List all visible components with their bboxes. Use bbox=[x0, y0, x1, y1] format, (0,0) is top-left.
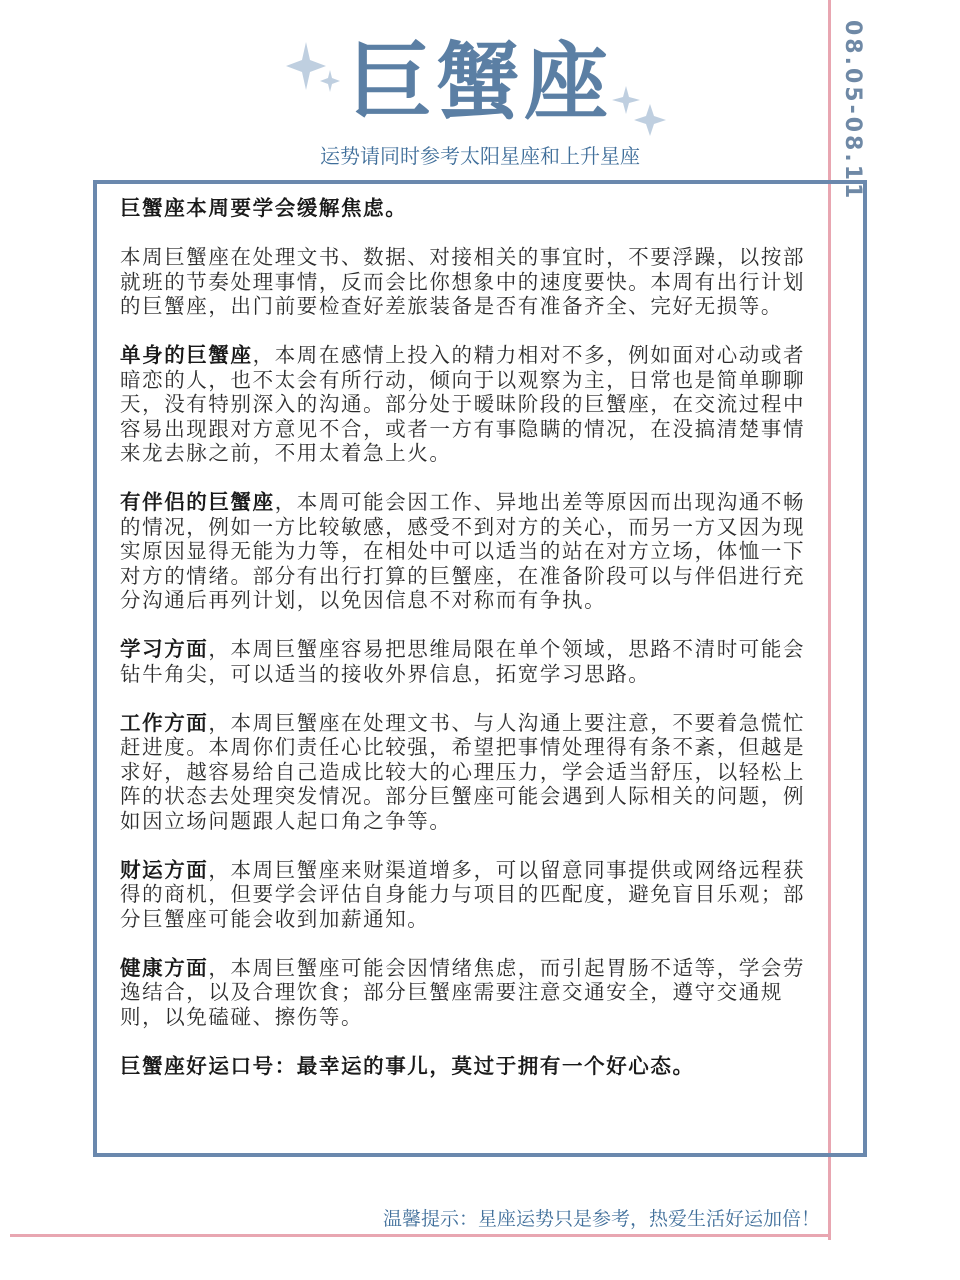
section-work: 工作方面，本周巨蟹座在处理文书、与人沟通上要注意，不要着急慌忙赶进度。本周你们责任心比较强，希望把事情处理得有条不紊，但越是求好，越容易给自己造成比较大的心理压力，学会适当舒压，以轻松上阵的状态去处理突发情况。部分巨蟹座可能会遇到人际相关的问题，例如因立场问题跟人起口角之争等。 bbox=[120, 710, 806, 833]
section-health: 健康方面，本周巨蟹座可能会因情绪焦虑，而引起胃肠不适等，学会劳逸结合，以及合理饮食；部分巨蟹座需要注意交通安全，遵守交通规则，以免磕碰、擦伤等。 bbox=[120, 955, 806, 1029]
section-label: 财运方面 bbox=[120, 857, 209, 882]
headline: 巨蟹座本周要学会缓解焦虑。 bbox=[120, 196, 408, 220]
section-label: 学习方面 bbox=[120, 637, 209, 661]
section-partnered: 有伴侣的巨蟹座，本周可能会因工作、异地出差等原因而出现沟通不畅的情况，例如一方比较敏感，感受不到对方的关心，而另一方又因为现实原因显得无能为力等，在相处中可以适当的站在对方立场，体恤一下对方的情绪。部分有出行打算的巨蟹座，在准备阶段可以与伴侣进行充分沟通后再列计划，以免因信息不对称而有争执。 bbox=[120, 490, 806, 612]
section-study: 学习方面，本周巨蟹座容易把思维局限在单个领域，思路不清时可能会钻牛角尖，可以适当的接收外界信息，拓宽学习思路。 bbox=[120, 637, 806, 686]
slogan: 巨蟹座好运口号：最幸运的事儿，莫过于拥有一个好心态。 bbox=[120, 1053, 695, 1078]
section-label: 工作方面 bbox=[120, 710, 209, 735]
date-range: 08.05-08.11 bbox=[840, 20, 865, 202]
pink-horizontal-line bbox=[10, 1234, 831, 1237]
section-label: 健康方面 bbox=[120, 955, 209, 980]
sparkle-icon-left bbox=[284, 40, 344, 96]
page-title: 巨蟹座 bbox=[347, 33, 612, 131]
content-body bbox=[120, 196, 820, 1103]
section-single: 单身的巨蟹座，本周在感情上投入的精力相对不多，例如面对心动或者暗恋的人，也不太会有所行动，倾向于以观察为主，日常也是简单聊聊天，没有特别深入的沟通。部分处于暧昧阶段的巨蟹座，在交流过程中容易出现跟对方意见不合，或者一方有事隐瞒的情况，在没搞清楚事情来龙去脉之前，不用太着急上火。 bbox=[120, 343, 806, 465]
intro-paragraph: 本周巨蟹座在处理文书、数据、对接相关的事宜时，不要浮躁，以按部就班的节奏处理事情，反而会比你想象中的速度要快。本周有出行计划的巨蟹座，出门前要检查好差旅装备是否有准备齐全、完好无损等。 bbox=[120, 245, 806, 318]
footer-tip: 温馨提示：星座运势只是参考，热爱生活好运加倍！ bbox=[382, 1208, 820, 1230]
section-label: 单身的巨蟹座 bbox=[120, 343, 253, 367]
sparkle-icon-right bbox=[612, 82, 668, 138]
section-label: 有伴侣的巨蟹座 bbox=[120, 490, 275, 514]
subtitle: 运势请同时参考太阳星座和上升星座 bbox=[320, 144, 640, 168]
section-finance: 财运方面，本周巨蟹座来财渠道增多，可以留意同事提供或网络远程获得的商机，但要学会评估自身能力与项目的匹配度，避免盲目乐观；部分巨蟹座可能会收到加薪通知。 bbox=[120, 857, 806, 931]
